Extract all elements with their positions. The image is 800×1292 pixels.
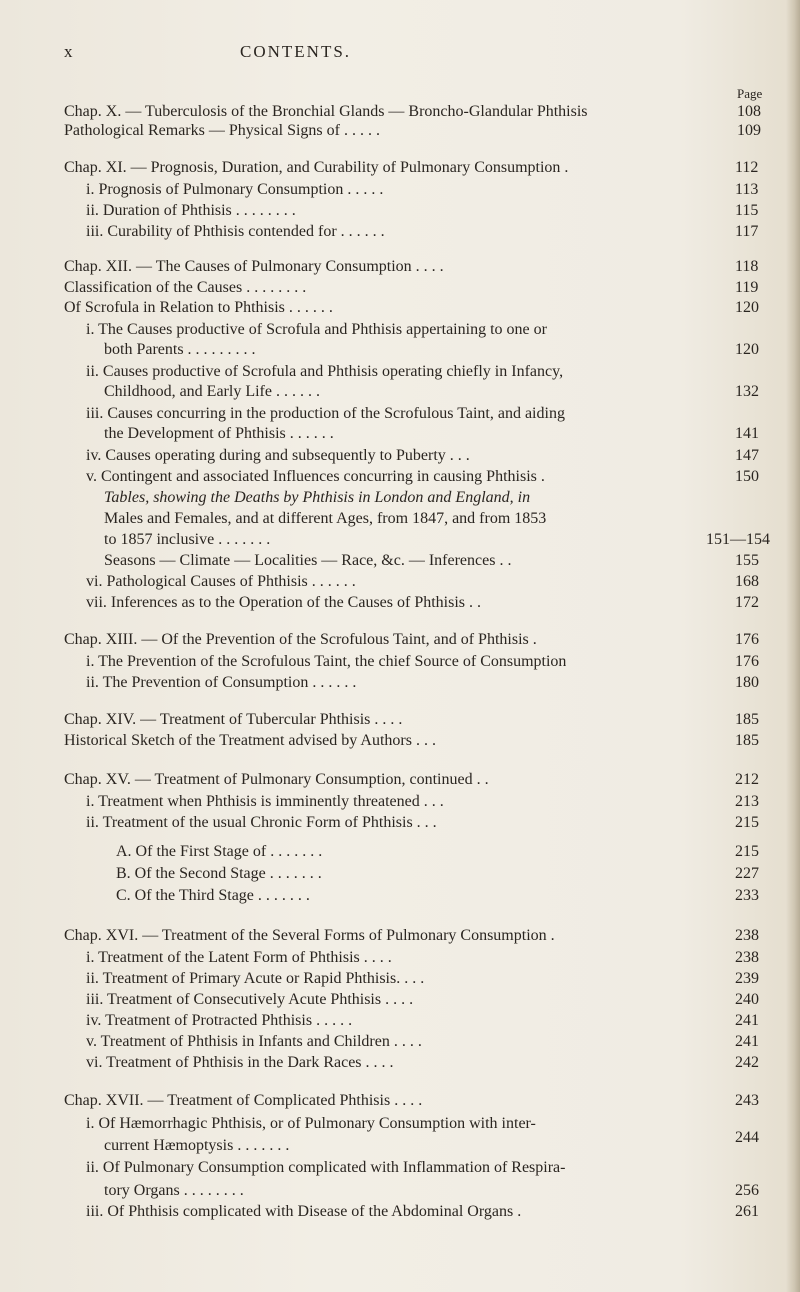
toc-page: 120 xyxy=(735,341,759,358)
toc-page: 185 xyxy=(735,732,759,749)
toc-page: 241 xyxy=(735,1012,759,1029)
toc-chapter-15[interactable]: Chap. XV. — Treatment of Pulmonary Consumption, continued . . xyxy=(64,771,489,788)
toc-chapter-11[interactable]: Chap. XI. — Prognosis, Duration, and Curability of Pulmonary Consumption . xyxy=(64,159,569,176)
toc-page: 215 xyxy=(735,814,759,831)
toc-page: 256 xyxy=(735,1182,759,1199)
toc-entry[interactable]: Of Scrofula in Relation to Phthisis . . . . . . xyxy=(64,299,333,316)
toc-entry-subsection[interactable]: B. Of the Second Stage . . . . . . . xyxy=(116,865,322,882)
toc-entry[interactable]: ii. Treatment of the usual Chronic Form of Phthisis . . . xyxy=(86,814,437,831)
toc-page: 118 xyxy=(735,258,759,275)
toc-page: 115 xyxy=(735,202,759,219)
toc-page: 151—154 xyxy=(706,531,770,548)
toc-chapter-14[interactable]: Chap. XIV. — Treatment of Tubercular Phthisis . . . . xyxy=(64,711,403,728)
toc-entry[interactable]: iii. Curability of Phthisis contended for . . . . . . xyxy=(86,223,385,240)
toc-page: 155 xyxy=(735,552,759,569)
toc-page: 241 xyxy=(735,1033,759,1050)
toc-entry-continued[interactable]: the Development of Phthisis . . . . . . xyxy=(104,425,334,442)
toc-entry[interactable]: Historical Sketch of the Treatment advised by Authors . . . xyxy=(64,732,436,749)
toc-page: 168 xyxy=(735,573,759,590)
toc-page: 239 xyxy=(735,970,759,987)
toc-page: 176 xyxy=(735,653,759,670)
toc-page: 117 xyxy=(735,223,759,240)
toc-entry-continued[interactable]: current Hæmoptysis . . . . . . . xyxy=(104,1137,290,1154)
toc-page: 176 xyxy=(735,631,759,648)
toc-entry[interactable]: i. Prognosis of Pulmonary Consumption . . . . . xyxy=(86,181,384,198)
toc-entry-continued[interactable]: Males and Females, and at different Ages, from 1847, and from 1853 xyxy=(104,510,547,527)
toc-page: 150 xyxy=(735,468,759,485)
toc-entry-tables[interactable]: Tables, showing the Deaths by Phthisis in London and England, in xyxy=(104,489,531,506)
toc-entry[interactable]: iv. Causes operating during and subsequently to Puberty . . . xyxy=(86,447,470,464)
toc-chapter-12[interactable]: Chap. XII. — The Causes of Pulmonary Consumption . . . . xyxy=(64,258,444,275)
toc-page: 185 xyxy=(735,711,759,728)
toc-page: 108 xyxy=(737,103,761,120)
toc-entry[interactable]: v. Contingent and associated Influences concurring in causing Phthisis . xyxy=(86,468,545,485)
toc-page: 172 xyxy=(735,594,759,611)
toc-entry[interactable]: ii. Duration of Phthisis . . . . . . . . xyxy=(86,202,296,219)
toc-page: 132 xyxy=(735,383,759,400)
toc-page: 244 xyxy=(735,1129,759,1146)
toc-entry[interactable]: vi. Pathological Causes of Phthisis . . . . . . xyxy=(86,573,356,590)
toc-page: 213 xyxy=(735,793,759,810)
toc-page: 261 xyxy=(735,1203,759,1220)
toc-page: 238 xyxy=(735,927,759,944)
toc-entry-continued[interactable]: both Parents . . . . . . . . . xyxy=(104,341,256,358)
toc-page: 109 xyxy=(737,122,761,139)
toc-entry[interactable]: iii. Treatment of Consecutively Acute Phthisis . . . . xyxy=(86,991,414,1008)
toc-page: 243 xyxy=(735,1092,759,1109)
running-head: CONTENTS. xyxy=(240,42,352,61)
toc-chapter-10[interactable]: Chap. X. — Tuberculosis of the Bronchial Glands — Broncho-Glandular Phthisis xyxy=(64,103,588,120)
toc-entry[interactable]: iv. Treatment of Protracted Phthisis . . . . . xyxy=(86,1012,353,1029)
toc-entry[interactable]: i. The Prevention of the Scrofulous Taint, the chief Source of Consumption xyxy=(86,653,567,670)
toc-entry[interactable]: Seasons — Climate — Localities — Race, &c. — Inferences . . xyxy=(104,552,512,569)
toc-page: 227 xyxy=(735,865,759,882)
toc-chapter-16[interactable]: Chap. XVI. — Treatment of the Several Forms of Pulmonary Consumption . xyxy=(64,927,555,944)
toc-page: 240 xyxy=(735,991,759,1008)
toc-entry-subsection[interactable]: A. Of the First Stage of . . . . . . . xyxy=(116,843,323,860)
toc-entry[interactable]: i. Treatment when Phthisis is imminently threatened . . . xyxy=(86,793,444,810)
toc-page: 112 xyxy=(735,159,759,176)
toc-entry[interactable]: iii. Causes concurring in the production of the Scrofulous Taint, and aiding xyxy=(86,405,565,422)
toc-entry[interactable]: ii. Of Pulmonary Consumption complicated with Inflammation of Respira- xyxy=(86,1159,566,1176)
toc-entry[interactable]: v. Treatment of Phthisis in Infants and Children . . . . xyxy=(86,1033,422,1050)
toc-page: 147 xyxy=(735,447,759,464)
toc-entry[interactable]: i. Of Hæmorrhagic Phthisis, or of Pulmonary Consumption with inter- xyxy=(86,1115,536,1132)
toc-entry[interactable]: ii. The Prevention of Consumption . . . . . . xyxy=(86,674,357,691)
toc-entry-continued[interactable]: to 1857 inclusive . . . . . . . xyxy=(104,531,271,548)
toc-entry[interactable]: i. The Causes productive of Scrofula and Phthisis appertaining to one or xyxy=(86,321,547,338)
toc-entry-continued[interactable]: Childhood, and Early Life . . . . . . xyxy=(104,383,320,400)
page-folio: x xyxy=(64,42,73,61)
toc-entry-continued[interactable]: tory Organs . . . . . . . . xyxy=(104,1182,244,1199)
toc-entry[interactable]: Classification of the Causes . . . . . . . . xyxy=(64,279,307,296)
toc-page: 180 xyxy=(735,674,759,691)
toc-page: 113 xyxy=(735,181,759,198)
toc-page: 238 xyxy=(735,949,759,966)
toc-page: 233 xyxy=(735,887,759,904)
toc-entry[interactable]: Pathological Remarks — Physical Signs of . . . . . xyxy=(64,122,380,139)
toc-entry[interactable]: ii. Causes productive of Scrofula and Phthisis operating chiefly in Infancy, xyxy=(86,363,564,380)
page-column-label: Page xyxy=(737,86,763,101)
toc-chapter-13[interactable]: Chap. XIII. — Of the Prevention of the Scrofulous Taint, and of Phthisis . xyxy=(64,631,537,648)
toc-page: 242 xyxy=(735,1054,759,1071)
toc-page: 120 xyxy=(735,299,759,316)
toc-entry[interactable]: vii. Inferences as to the Operation of the Causes of Phthisis . . xyxy=(86,594,482,611)
toc-entry[interactable]: iii. Of Phthisis complicated with Disease of the Abdominal Organs . xyxy=(86,1203,522,1220)
toc-page: 119 xyxy=(735,279,759,296)
toc-entry[interactable]: ii. Treatment of Primary Acute or Rapid Phthisis. . . . xyxy=(86,970,425,987)
toc-entry[interactable]: i. Treatment of the Latent Form of Phthisis . . . . xyxy=(86,949,392,966)
toc-chapter-17[interactable]: Chap. XVII. — Treatment of Complicated Phthisis . . . . xyxy=(64,1092,423,1109)
toc-entry[interactable]: vi. Treatment of Phthisis in the Dark Races . . . . xyxy=(86,1054,394,1071)
toc-page: 141 xyxy=(735,425,759,442)
toc-page: 215 xyxy=(735,843,759,860)
page-edge xyxy=(786,0,800,1292)
toc-page: 212 xyxy=(735,771,759,788)
toc-entry-subsection[interactable]: C. Of the Third Stage . . . . . . . xyxy=(116,887,310,904)
